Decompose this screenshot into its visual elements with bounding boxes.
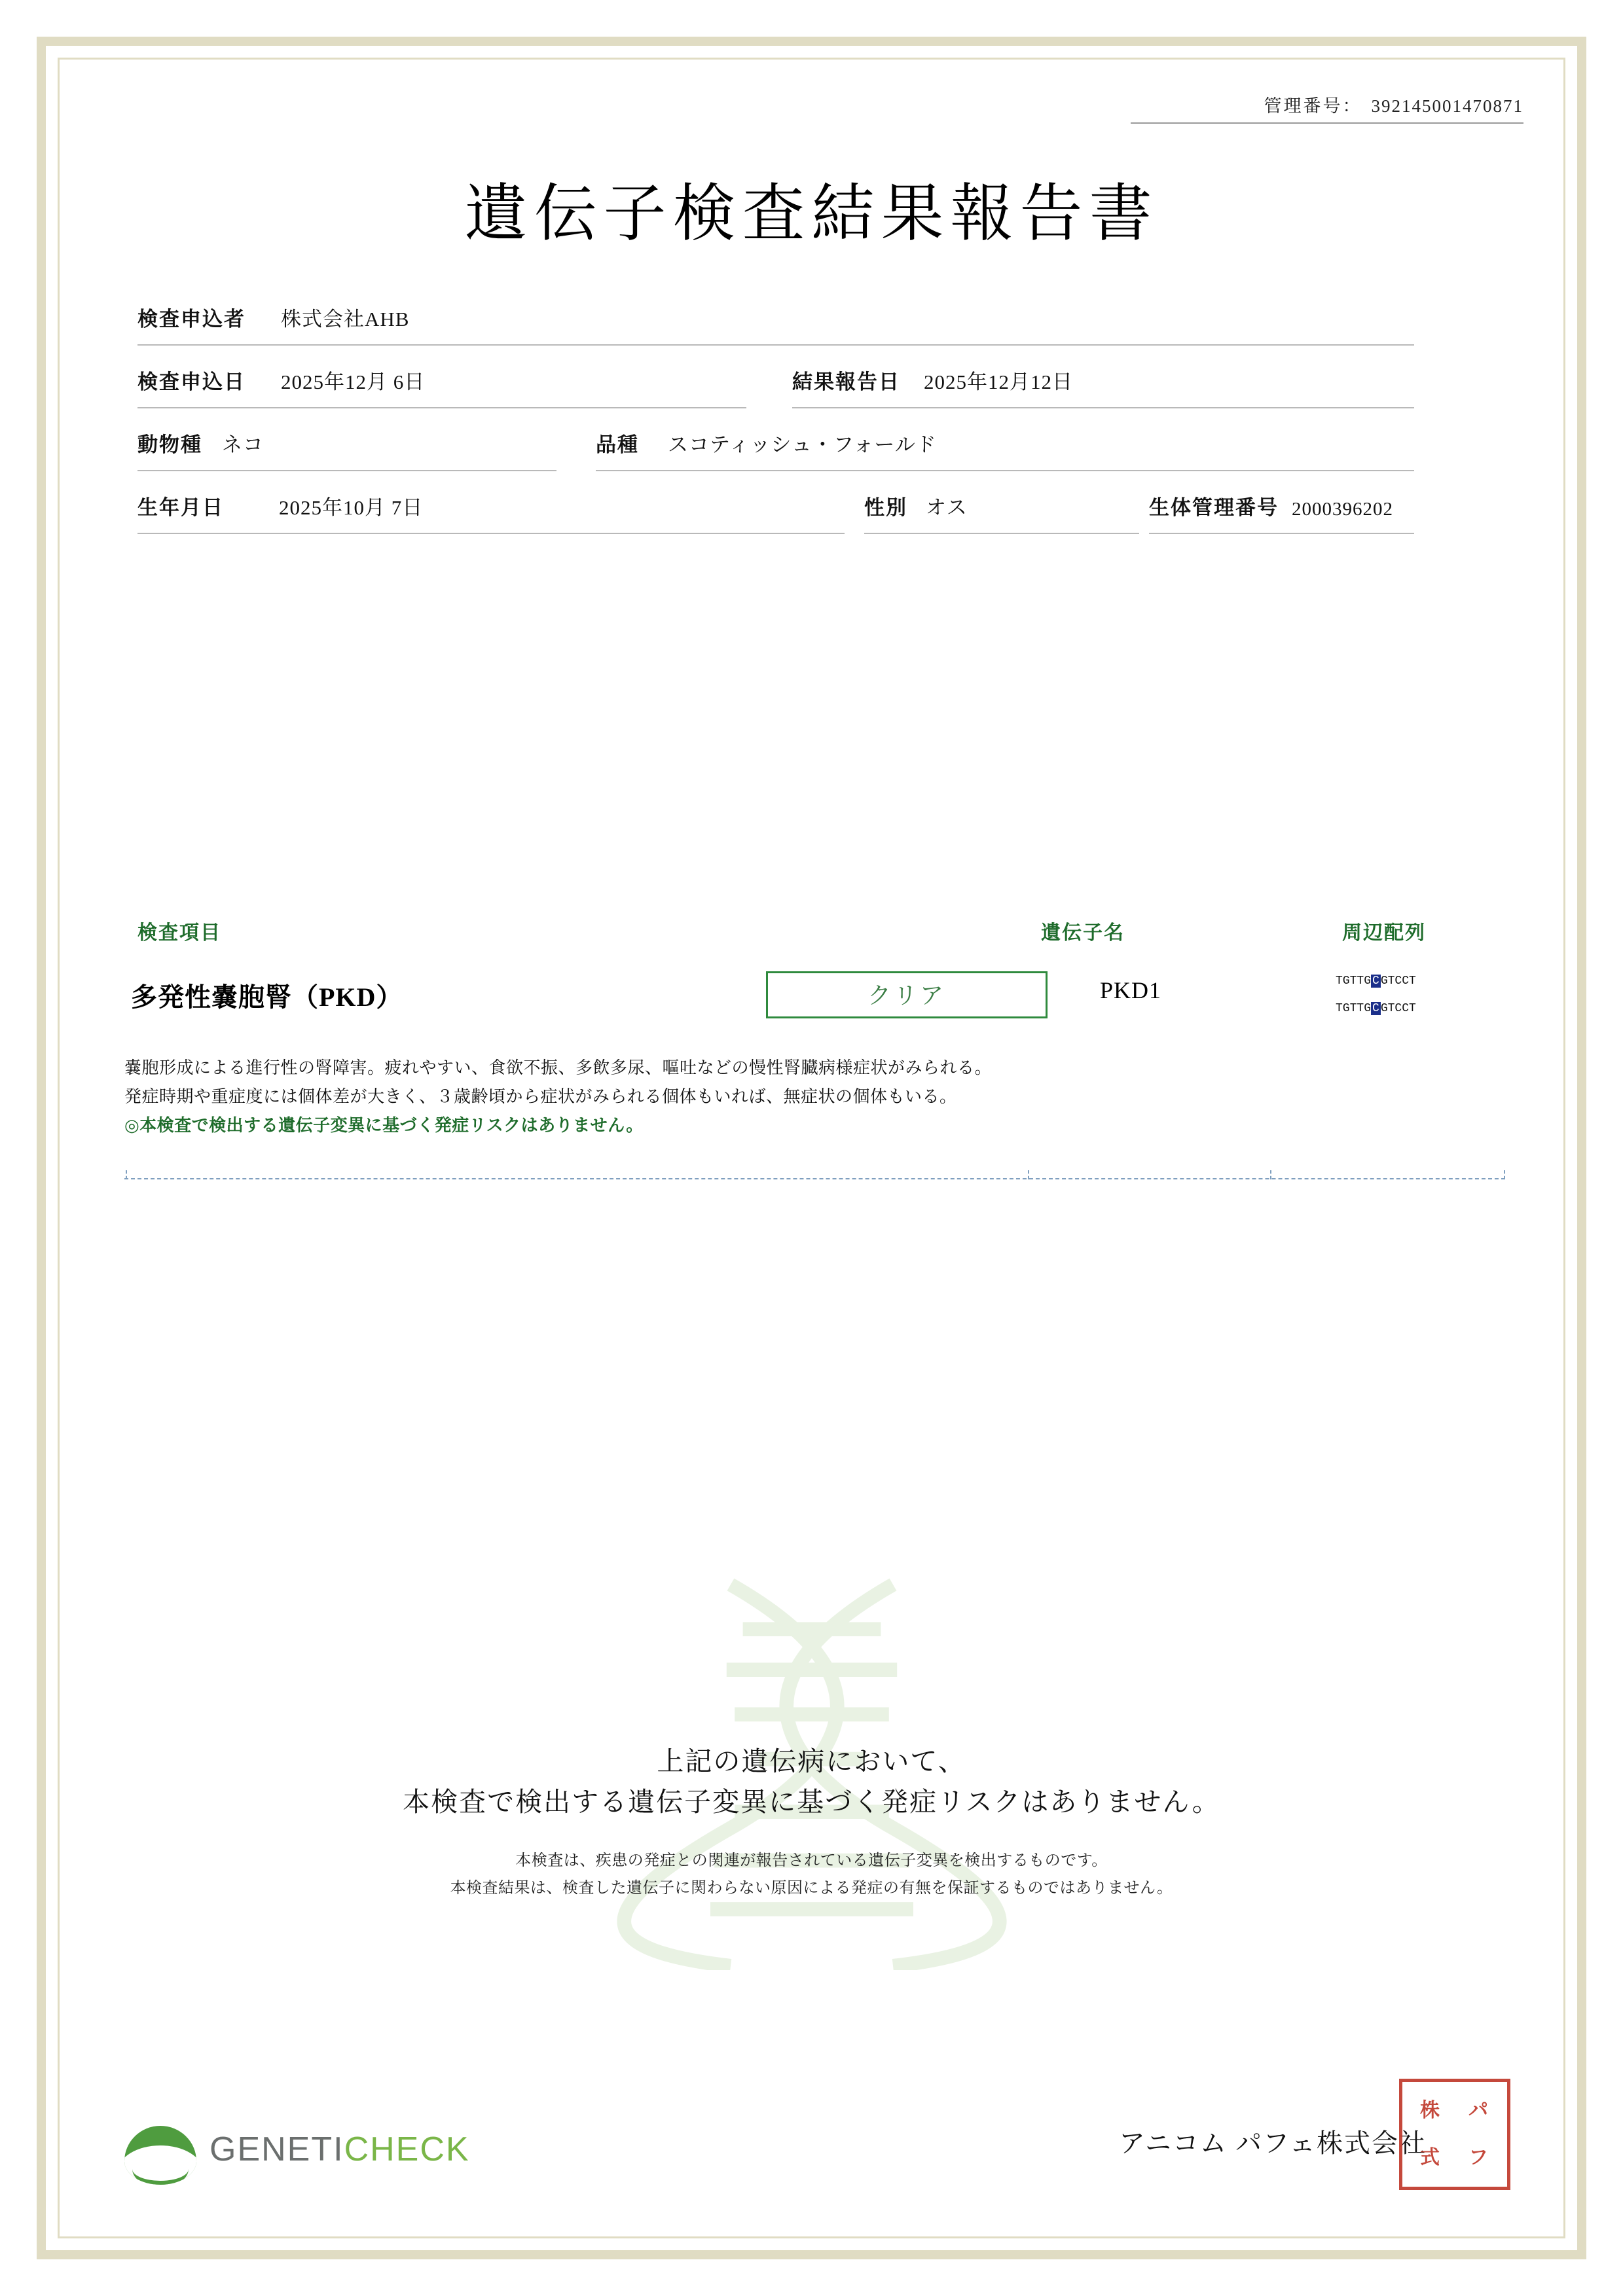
disease-name: 多発性嚢胞腎（PKD） (131, 982, 403, 1012)
description-line-1: 嚢胞形成による進行性の腎障害。疲れやすい、食欲不振、多飲多尿、嘔吐などの慢性腎臓病様症状がみられる。 (124, 1058, 993, 1077)
species-value: ネコ (222, 433, 264, 456)
info-block (137, 295, 1505, 546)
field-apply-date (137, 365, 746, 408)
sex-value: オス (926, 496, 968, 519)
seal-char-3: フ (1468, 2147, 1489, 2168)
sequence-line-2 (1336, 995, 1416, 1022)
company-seal (1399, 2079, 1510, 2190)
apply-date-value: 2025年12月 6日 (281, 370, 426, 393)
section-divider (124, 1178, 1505, 1179)
summary-line-1: 上記の遺伝病において、 (657, 1746, 966, 1776)
breed-value: スコティッシュ・フォールド (668, 433, 937, 456)
info-row-dates (137, 357, 1505, 408)
seq1-highlight: C (1372, 975, 1379, 988)
brand-logo (111, 2113, 570, 2198)
birth-label: 生年月日 (137, 496, 224, 519)
seq1-suffix: GTCCT (1380, 975, 1416, 988)
table-row (105, 962, 1512, 1034)
field-report-date (792, 365, 1414, 408)
seq2-prefix: TGTTG (1336, 1002, 1372, 1015)
brand-name-part2: CHECK (344, 2130, 470, 2168)
summary-note-line-2: 本検査結果は、検査した遺伝子に関わらない原因による発症の有無を保証するものではありません。 (450, 1879, 1173, 1897)
seal-char-0: 株 (1420, 2100, 1441, 2121)
report-date-label: 結果報告日 (792, 370, 900, 393)
breed-label: 品種 (596, 433, 639, 456)
seal-char-1: パ (1468, 2100, 1489, 2121)
field-breed (596, 428, 1414, 471)
applicant-label: 検査申込者 (137, 308, 246, 331)
field-sex (864, 491, 1139, 534)
leaf-swoosh (132, 2151, 189, 2185)
page-title: 遺伝子検査結果報告書 (464, 179, 1159, 249)
brand-name (210, 2130, 470, 2169)
brand-name-part1: GENETI (210, 2130, 344, 2168)
disease-description (124, 1054, 1512, 1140)
field-animal-id (1149, 491, 1414, 534)
management-number-value: 392145001470871 (1371, 96, 1523, 116)
summary-line-2: 本検査で検出する遺伝子変異に基づく発症リスクはありません。 (403, 1787, 1220, 1817)
company-name: アニコム パフェ株式会社 (1119, 2128, 1427, 2158)
seq1-prefix: TGTTG (1336, 975, 1372, 988)
applicant-value: 株式会社AHB (281, 308, 410, 331)
sequence-block (1336, 967, 1416, 1022)
risk-note: ◎本検査で検出する遺伝子変異に基づく発症リスクはありません。 (124, 1116, 644, 1135)
divider-tick-end (1504, 1170, 1505, 1179)
field-birth (137, 491, 845, 534)
leaf-icon (124, 2126, 196, 2185)
status-badge: クリア (766, 971, 1048, 1018)
sex-label: 性別 (864, 496, 907, 519)
summary-block (98, 1741, 1525, 1902)
animal-id-value: 2000396202 (1292, 499, 1393, 520)
column-header-sequence: 周辺配列 (1342, 922, 1426, 944)
animal-id-label: 生体管理番号 (1149, 496, 1279, 519)
birth-value: 2025年10月 7日 (279, 496, 424, 519)
description-line-2: 発症時期や重症度には個体差が大きく、３歳齢頃から症状がみられる個体もいれば、無症状の個体もいる。 (124, 1087, 957, 1106)
divider-tick-left (126, 1170, 127, 1179)
info-row-applicant (137, 295, 1505, 346)
field-applicant (137, 302, 1414, 346)
seq2-suffix: GTCCT (1380, 1002, 1416, 1015)
summary-note-line-1: 本検査は、疾患の発症との関連が報告されている遺伝子変異を検出するものです。 (515, 1852, 1108, 1869)
column-header-item: 検査項目 (137, 922, 221, 944)
sequence-line-1 (1336, 967, 1416, 995)
report-content (98, 79, 1525, 2217)
seq2-highlight: C (1372, 1002, 1379, 1015)
summary-note (98, 1847, 1525, 1902)
info-row-birth (137, 483, 1505, 534)
species-label: 動物種 (137, 433, 202, 456)
divider-tick-right (1270, 1170, 1271, 1179)
test-table-header (105, 916, 1512, 945)
gene-name: PKD1 (1100, 977, 1162, 1003)
apply-date-label: 検査申込日 (137, 370, 246, 393)
report-date-value: 2025年12月12日 (924, 370, 1073, 393)
management-number (1131, 92, 1523, 124)
info-row-species (137, 420, 1505, 471)
divider-tick-mid (1028, 1170, 1029, 1179)
column-header-gene: 遺伝子名 (1041, 922, 1125, 944)
field-species (137, 428, 556, 471)
seal-char-2: 式 (1420, 2147, 1441, 2168)
management-number-label: 管理番号： (1264, 96, 1362, 116)
